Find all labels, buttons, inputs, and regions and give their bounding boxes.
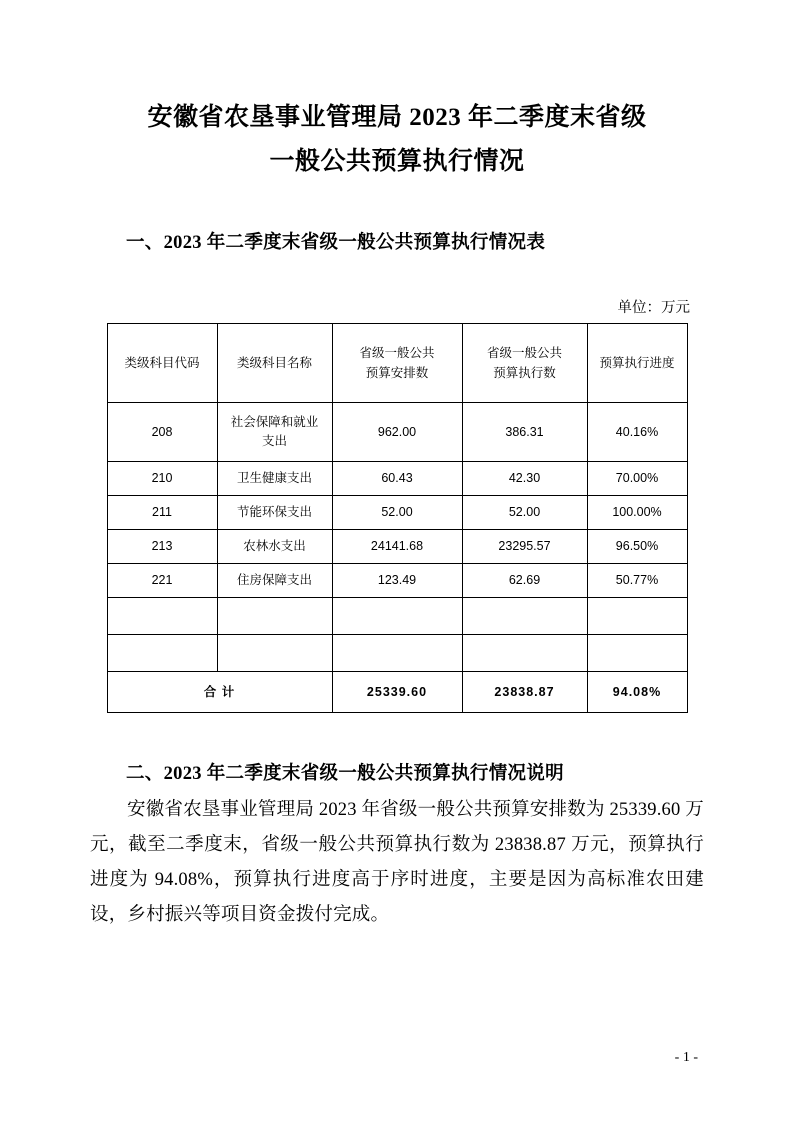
cell-executed [462,598,587,635]
table-row [107,462,687,496]
cell-name: 卫生健康支出 [217,462,332,496]
cell-progress: 70.00% [587,462,687,496]
cell-code [107,598,217,635]
cell-arranged: 52.00 [332,496,462,530]
section-heading-table: 一、2023 年二季度末省级一般公共预算执行情况表 [126,233,546,253]
cell-progress: 40.16% [587,403,687,462]
cell-progress [587,635,687,672]
cell-progress: 50.77% [587,564,687,598]
column-header-arranged: 省级一般公共 预算安排数 [332,324,462,403]
column-header-name: 类级科目名称 [217,324,332,403]
section-heading-explanation: 二、2023 年二季度末省级一般公共预算执行情况说明 [126,764,564,784]
cell-arranged: 123.49 [332,564,462,598]
unit-note: 单位：万元 [617,300,690,316]
cell-executed: 62.69 [462,564,587,598]
budget-execution-table [107,323,688,713]
cell-progress: 100.00% [587,496,687,530]
total-label: 合 计 [107,672,332,713]
table-row [107,635,687,672]
cell-executed: 386.31 [462,403,587,462]
page-number: - 1 - [674,1050,698,1065]
cell-name: 社会保障和就业 支出 [217,403,332,462]
cell-progress [587,598,687,635]
page-title-line-1: 安徽省农垦事业管理局 2023 年二季度末省级 [147,104,647,131]
cell-executed: 42.30 [462,462,587,496]
cell-code: 210 [107,462,217,496]
cell-code [107,635,217,672]
cell-progress: 96.50% [587,530,687,564]
page-title [90,96,704,184]
cell-name [217,598,332,635]
total-progress: 94.08% [587,672,687,713]
total-executed: 23838.87 [462,672,587,713]
table-row [107,598,687,635]
column-header-progress: 预算执行进度 [587,324,687,403]
page-title-line-2: 一般公共预算执行情况 [269,148,525,175]
table-total-row [107,672,687,713]
table-row [107,496,687,530]
cell-name: 住房保障支出 [217,564,332,598]
table-row [107,530,687,564]
column-header-code: 类级科目代码 [107,324,217,403]
column-header-executed: 省级一般公共 预算执行数 [462,324,587,403]
cell-name: 节能环保支出 [217,496,332,530]
table-row [107,403,687,462]
table-row [107,564,687,598]
explanation-paragraph: 安徽省农垦事业管理局 2023 年省级一般公共预算安排数为 25339.60 万元，截至二季度末，省级一般公共预算执行数为 23838.87 万元，预算执行进度为 94.08%，预算执行进度高于序时进度，主要是因为高标准农田建设，乡村振兴等项目资金拨付完成。 [90,800,704,925]
cell-arranged [332,598,462,635]
cell-code: 211 [107,496,217,530]
cell-executed: 23295.57 [462,530,587,564]
cell-code: 221 [107,564,217,598]
cell-name [217,635,332,672]
cell-arranged: 60.43 [332,462,462,496]
cell-code: 213 [107,530,217,564]
total-arranged: 25339.60 [332,672,462,713]
cell-arranged: 24141.68 [332,530,462,564]
table-header-row [107,324,687,403]
cell-executed [462,635,587,672]
cell-executed: 52.00 [462,496,587,530]
cell-arranged [332,635,462,672]
cell-code: 208 [107,403,217,462]
cell-name: 农林水支出 [217,530,332,564]
cell-arranged: 962.00 [332,403,462,462]
